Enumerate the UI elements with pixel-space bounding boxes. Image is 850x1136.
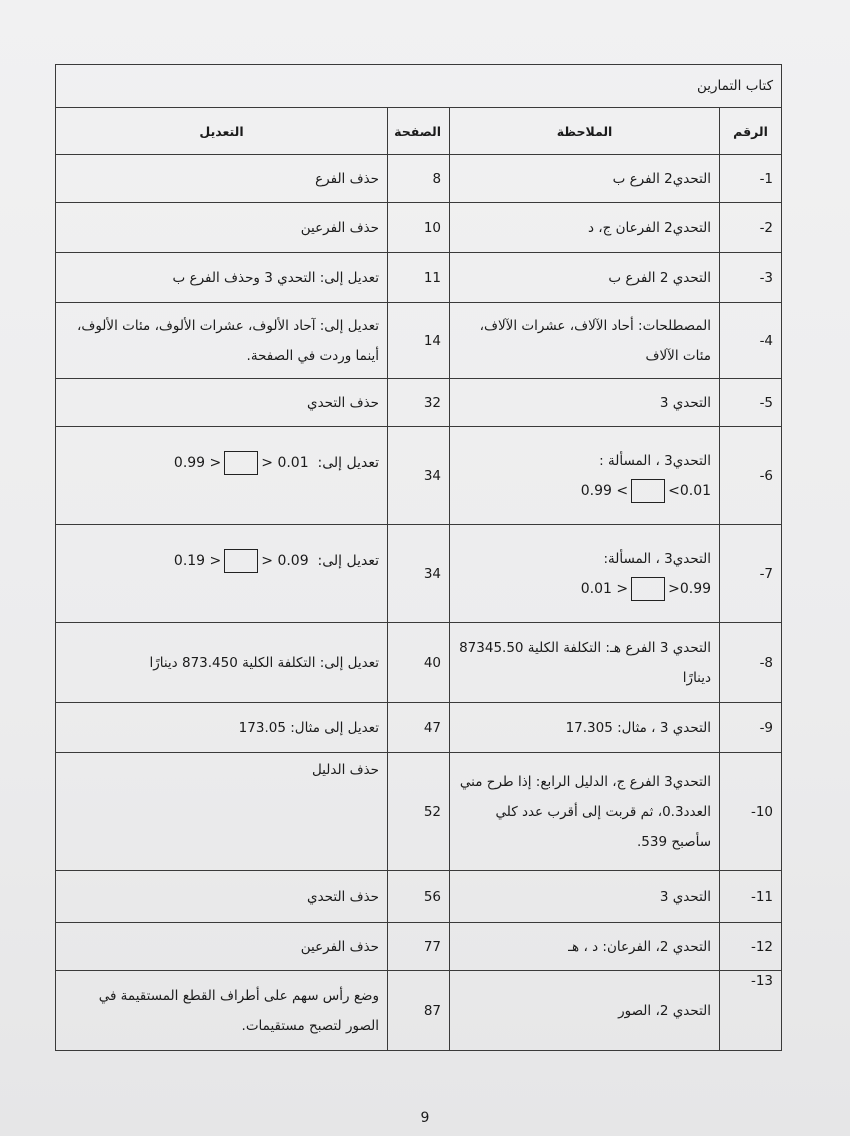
blank-box bbox=[224, 549, 258, 573]
row-page: 77 bbox=[388, 923, 450, 971]
row-number: -12 bbox=[720, 923, 782, 971]
row-note: التحدي3 الفرع ج، الدليل الرابع: إذا طرح مني العدد0.3، ثم قربت إلى أقرب عدد كلي سأصبح 539. bbox=[450, 753, 720, 871]
row-fix: حذف الفرعين bbox=[56, 203, 388, 253]
table-row bbox=[56, 871, 782, 923]
row-note: المصطلحات: أحاد الآلاف، عشرات الآلاف، مئات الآلاف bbox=[450, 303, 720, 379]
ineq-right: > 0.09 bbox=[261, 552, 309, 569]
row-fix: تعديل إلى: التحدي 3 وحذف الفرع ب bbox=[56, 253, 388, 303]
row-note: التحدي 2، الفرعان: د ، هـ bbox=[450, 923, 720, 971]
row-fix: حذف الفرعين bbox=[56, 923, 388, 971]
table-title: كتاب التمارين bbox=[56, 65, 782, 108]
row-fix: وضع رأس سهم على أطراف القطع المستقيمة في الصور لتصبح مستقيمات. bbox=[56, 971, 388, 1051]
row-page: 40 bbox=[388, 623, 450, 703]
note-inequality bbox=[458, 476, 711, 506]
row-fix bbox=[56, 427, 388, 525]
row-number: -11 bbox=[720, 871, 782, 923]
column-header-fix: التعديل bbox=[56, 108, 388, 155]
ineq-left: 0.19 > bbox=[173, 552, 222, 569]
table-row bbox=[56, 703, 782, 753]
row-page: 56 bbox=[388, 871, 450, 923]
row-number: -10 bbox=[720, 753, 782, 871]
row-number: -6 bbox=[720, 427, 782, 525]
row-note: التحدي 3 ، مثال: 17.305 bbox=[450, 703, 720, 753]
column-header-note: الملاحظة bbox=[450, 108, 720, 155]
row-fix: تعديل إلى مثال: 173.05 bbox=[56, 703, 388, 753]
row-page: 52 bbox=[388, 753, 450, 871]
row-note: التحدي 2، الصور bbox=[450, 971, 720, 1051]
row-number: -3 bbox=[720, 253, 782, 303]
row-fix: تعديل إلى: آحاد الألوف، عشرات الألوف، مئات الألوف، أينما وردت في الصفحة. bbox=[56, 303, 388, 379]
note-text: التحدي3 ، المسألة: bbox=[603, 550, 712, 567]
row-note: التحدي2 الفرع ب bbox=[450, 155, 720, 203]
row-note: التحدي 3 الفرع هـ: التكلفة الكلية 87345.50 دينارًا bbox=[450, 623, 720, 703]
page-number: 9 bbox=[420, 1110, 430, 1126]
row-fix bbox=[56, 525, 388, 623]
ineq-left: 0.01 > bbox=[580, 580, 629, 597]
row-fix: تعديل إلى: التكلفة الكلية 873.450 دينارًا bbox=[56, 623, 388, 703]
ineq-left: 0.99 > bbox=[173, 454, 222, 471]
blank-box bbox=[631, 479, 665, 503]
blank-box bbox=[631, 577, 665, 601]
errata-table bbox=[55, 64, 782, 1051]
row-number: -5 bbox=[720, 379, 782, 427]
fix-inequality bbox=[64, 448, 379, 478]
row-number: -8 bbox=[720, 623, 782, 703]
row-note: التحدي 3 bbox=[450, 379, 720, 427]
row-note bbox=[450, 525, 720, 623]
fix-text: تعديل إلى: bbox=[317, 552, 380, 569]
row-page: 8 bbox=[388, 155, 450, 203]
header-row bbox=[56, 108, 782, 155]
row-note: التحدي 3 bbox=[450, 871, 720, 923]
row-number: -7 bbox=[720, 525, 782, 623]
table-row bbox=[56, 623, 782, 703]
table-row bbox=[56, 303, 782, 379]
row-number: -9 bbox=[720, 703, 782, 753]
table-row bbox=[56, 753, 782, 871]
table-row bbox=[56, 253, 782, 303]
row-fix: حذف الدليل bbox=[56, 753, 388, 871]
table-row bbox=[56, 203, 782, 253]
note-text: التحدي3 ، المسألة : bbox=[599, 452, 712, 469]
row-page: 14 bbox=[388, 303, 450, 379]
row-number: -4 bbox=[720, 303, 782, 379]
table-row bbox=[56, 379, 782, 427]
table-row bbox=[56, 155, 782, 203]
row-page: 11 bbox=[388, 253, 450, 303]
row-page: 34 bbox=[388, 525, 450, 623]
row-fix: حذف التحدي bbox=[56, 871, 388, 923]
blank-box bbox=[224, 451, 258, 475]
row-note: التحدي 2 الفرع ب bbox=[450, 253, 720, 303]
column-header-page: الصفحة bbox=[388, 108, 450, 155]
row-fix: حذف الفرع bbox=[56, 155, 388, 203]
row-page: 87 bbox=[388, 971, 450, 1051]
table-row bbox=[56, 427, 782, 525]
row-number: -2 bbox=[720, 203, 782, 253]
ineq-right: <0.01 bbox=[668, 482, 712, 499]
fix-inequality bbox=[64, 546, 379, 576]
row-page: 47 bbox=[388, 703, 450, 753]
row-fix: حذف التحدي bbox=[56, 379, 388, 427]
row-number: -1 bbox=[720, 155, 782, 203]
row-number: -13 bbox=[720, 971, 782, 1051]
column-header-number: الرقم bbox=[720, 108, 782, 155]
row-page: 10 bbox=[388, 203, 450, 253]
ineq-left: 0.99 < bbox=[580, 482, 629, 499]
ineq-right: >0.99 bbox=[668, 580, 712, 597]
table-row bbox=[56, 923, 782, 971]
row-page: 32 bbox=[388, 379, 450, 427]
table-row bbox=[56, 971, 782, 1051]
row-note bbox=[450, 427, 720, 525]
row-note: التحدي2 الفرعان ج، د bbox=[450, 203, 720, 253]
ineq-right: > 0.01 bbox=[261, 454, 309, 471]
note-inequality bbox=[458, 574, 711, 604]
fix-text: تعديل إلى: bbox=[317, 454, 380, 471]
row-page: 34 bbox=[388, 427, 450, 525]
table-row bbox=[56, 525, 782, 623]
